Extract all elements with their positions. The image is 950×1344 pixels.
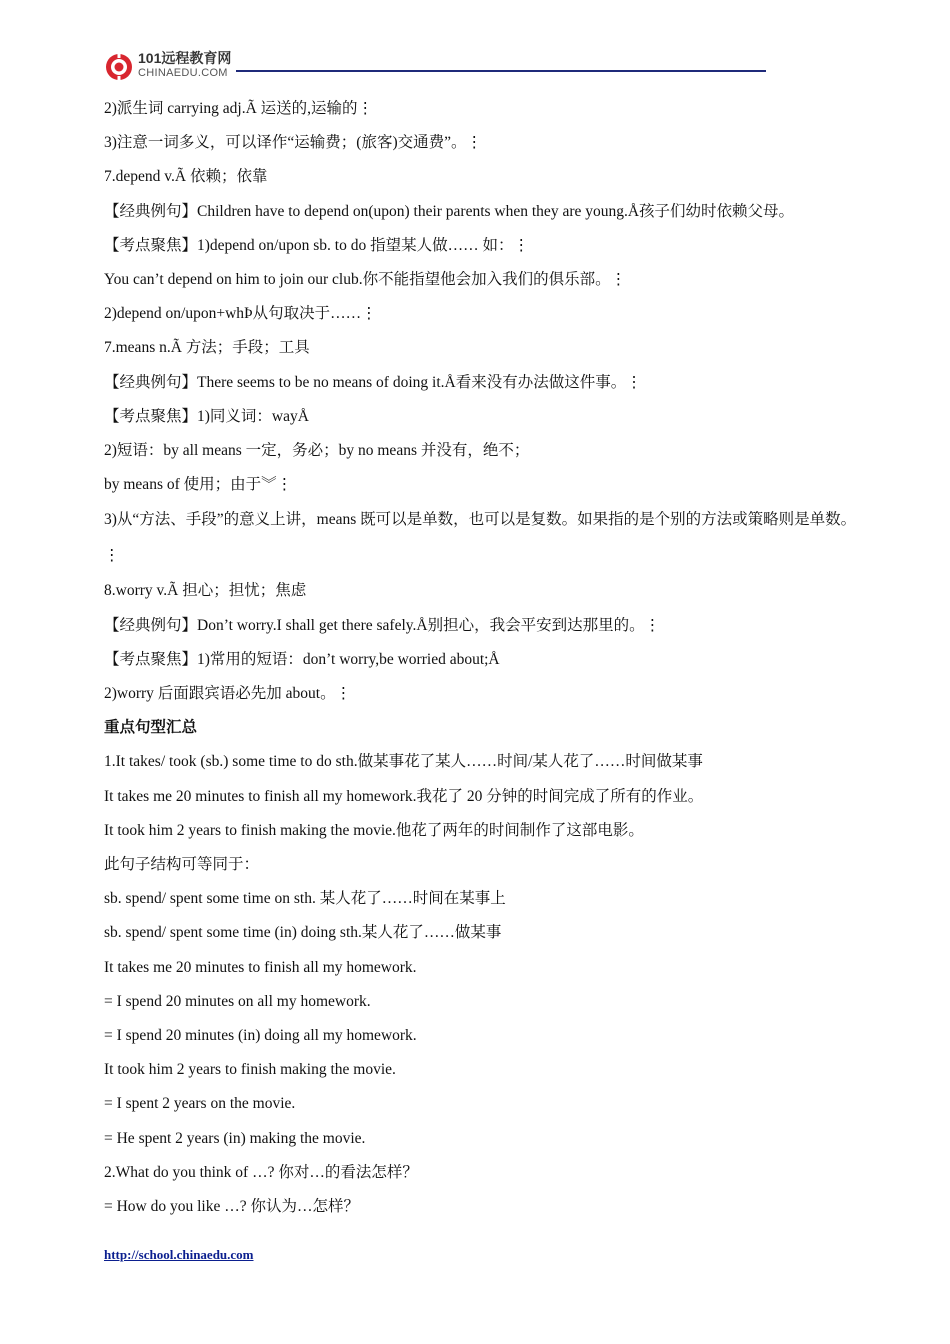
text-line: 2)派生词 carrying adj.Ã 运送的,运输的⋮ (104, 100, 374, 117)
text-line: sb. spend/ spent some time (in) doing sth.某人花了……做某事 (104, 924, 502, 942)
text-line: = He spent 2 years (in) making the movie. (104, 1129, 366, 1147)
text-line: by means of 使用；由于︾⋮ (104, 476, 293, 494)
text-line: 【考点聚焦】1)常用的短语：don’t worry,be worried about;Å (104, 650, 500, 668)
footer-link[interactable]: http://school.chinaedu.com (104, 1247, 254, 1262)
text-paragraph: 3)从“方法、手段”的意义上讲，means 既可以是单数，也可以是复数。如果指的是个别的方法或策略则是单数。⋮ (104, 511, 857, 565)
page-footer (104, 1247, 254, 1263)
text-line: It took him 2 years to finish making the movie.他花了两年的时间制作了这部电影。 (104, 821, 644, 839)
text-line: = How do you like …? 你认为…怎样？ (104, 1198, 360, 1216)
logo-icon (104, 52, 134, 82)
text-line: 【经典例句】Children have to depend on(upon) their parents when they are young.Å孩子们幼时依赖父母。 (104, 202, 795, 220)
text-line: 【经典例句】Don’t worry.I shall get there safely.Å别担心，我会平安到达那里的。⋮ (104, 616, 661, 634)
text-line: = I spend 20 minutes on all my homework. (104, 992, 371, 1010)
text-line: = I spend 20 minutes (in) doing all my homework. (104, 1027, 417, 1045)
text-line: 【考点聚焦】1)depend on/upon sb. to do 指望某人做…… 如：⋮ (104, 236, 529, 254)
text-line: 2)短语：by all means 一定，务必；by no means 并没有，绝不； (104, 442, 530, 460)
text-line: It takes me 20 minutes to finish all my homework.我花了 20 分钟的时间完成了所有的作业。 (104, 787, 704, 805)
text-line: 2.What do you think of …? 你对…的看法怎样？ (104, 1163, 418, 1181)
text-line: sb. spend/ spent some time on sth. 某人花了……时间在某事上 (104, 890, 506, 908)
text-line: 【经典例句】There seems to be no means of doing it.Å看来没有办法做这件事。⋮ (104, 373, 642, 391)
header-divider (236, 70, 766, 72)
text-line: 3)注意一词多义，可以译作“运输费；(旅客)交通费”。⋮ (104, 134, 482, 152)
document-body (104, 92, 869, 1224)
page-header (104, 48, 766, 88)
text-line: 7.depend v.Ã 依赖；依靠 (104, 168, 268, 186)
text-line: 2)worry 后面跟宾语必先加 about。⋮ (104, 685, 352, 703)
text-line: 8.worry v.Ã 担心；担忧；焦虑 (104, 582, 307, 600)
text-line: It took him 2 years to finish making the movie. (104, 1061, 396, 1079)
text-line: 【考点聚焦】1)同义词：wayÅ (104, 407, 309, 425)
text-line: 2)depend on/upon+whÞ从句取决于……⋮ (104, 305, 377, 323)
text-line: It takes me 20 minutes to finish all my homework. (104, 958, 417, 976)
text-line: 此句子结构可等同于： (104, 856, 260, 874)
text-line: You can’t depend on him to join our club.你不能指望他会加入我们的俱乐部。⋮ (104, 271, 627, 289)
text-line: 7.means n.Ã 方法；手段；工具 (104, 339, 310, 357)
text-line: = I spent 2 years on the movie. (104, 1095, 296, 1113)
logo-name: 101远程教育网 (138, 50, 232, 66)
section-heading: 重点句型汇总 (104, 719, 198, 737)
logo-domain: CHINAEDU.COM (138, 67, 228, 79)
text-line: 1.It takes/ took (sb.) some time to do sth.做某事花了某人……时间/某人花了……时间做某事 (104, 753, 703, 771)
